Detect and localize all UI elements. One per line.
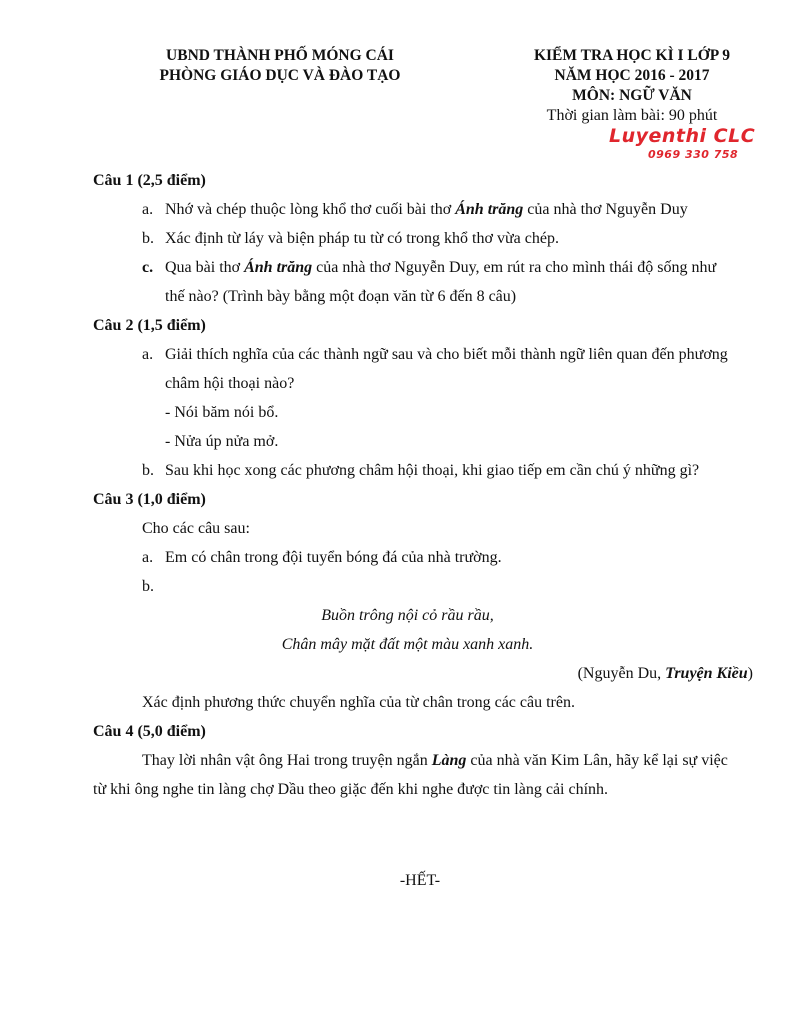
q2-idiom-2: - Nửa úp nửa mở. (165, 433, 279, 450)
q2-b-text: Sau khi học xong các phương châm hội thoại, khi giao tiếp em cần chú ý những gì? (165, 462, 700, 479)
issuer-line-2: PHÒNG GIÁO DỤC VÀ ĐÀO TẠO (159, 67, 401, 84)
q1-c-text-line-2: thế nào? (Trình bày bằng một đoạn văn từ 6 đến 8 câu) (165, 288, 517, 305)
watermark-logo: Luyenthi CLC (609, 125, 756, 147)
poem-line-1: Buồn trông nội cỏ rầu rầu, (321, 607, 494, 624)
school-year: NĂM HỌC 2016 - 2017 (554, 67, 710, 84)
watermark-phone: 0969 330 758 (648, 148, 739, 161)
subject: MÔN: NGỮ VĂN (572, 87, 692, 104)
question-3-title: Câu 3 (1,0 điểm) (93, 491, 206, 508)
q1-b-text: Xác định từ láy và biện pháp tu từ có trong khổ thơ vừa chép. (165, 230, 559, 247)
question-4-title: Câu 4 (5,0 điểm) (93, 723, 206, 740)
time-limit: Thời gian làm bài: 90 phút (546, 107, 718, 124)
question-2-title: Câu 2 (1,5 điểm) (93, 317, 206, 334)
poem-line-2: Chân mây mặt đất một màu xanh xanh. (281, 636, 534, 653)
question-1-title: Câu 1 (2,5 điểm) (93, 172, 206, 189)
q2-idiom-1: - Nói băm nói bổ. (165, 404, 279, 421)
end-marker: -HẾT- (399, 872, 441, 889)
q4-text: Thay lời nhân vật ông Hai trong truyện ngắn Làng của nhà văn Kim Lân, hãy kể lại sự việc (142, 752, 728, 769)
exam-title: KIỂM TRA HỌC KÌ I LỚP 9 (533, 47, 731, 64)
issuer-line-1: UBND THÀNH PHỐ MÓNG CÁI (166, 47, 394, 64)
poem-source: (Nguyễn Du, Truyện Kiều) (577, 665, 753, 682)
q2-b-label: b. (142, 462, 154, 479)
q2-a-text-line-2: châm hội thoại nào? (165, 375, 295, 392)
q3-task: Xác định phương thức chuyển nghĩa của từ chân trong các câu trên. (142, 694, 575, 711)
q3-b-label: b. (142, 578, 154, 595)
q1-b-label: b. (142, 230, 154, 247)
q3-a-text: Em có chân trong đội tuyển bóng đá của nhà trường. (165, 549, 502, 566)
q2-a-text: Giải thích nghĩa của các thành ngữ sau và cho biết mỗi thành ngữ liên quan đến phương (165, 346, 728, 363)
q1-a-text: Nhớ và chép thuộc lòng khổ thơ cuối bài thơ Ánh trăng của nhà thơ Nguyễn Duy (165, 201, 688, 218)
q1-c-text: Qua bài thơ Ánh trăng của nhà thơ Nguyễn Duy, em rút ra cho mình thái độ sống như (165, 259, 717, 276)
q4-text-line-2: từ khi ông nghe tin làng chợ Dầu theo giặc đến khi nghe được tin làng cải chính. (93, 781, 609, 798)
q1-c-label: c. (142, 259, 154, 276)
q2-a-label: a. (142, 346, 154, 363)
q3-a-label: a. (142, 549, 154, 566)
q1-a-label: a. (142, 201, 154, 218)
q3-intro: Cho các câu sau: (142, 520, 250, 537)
